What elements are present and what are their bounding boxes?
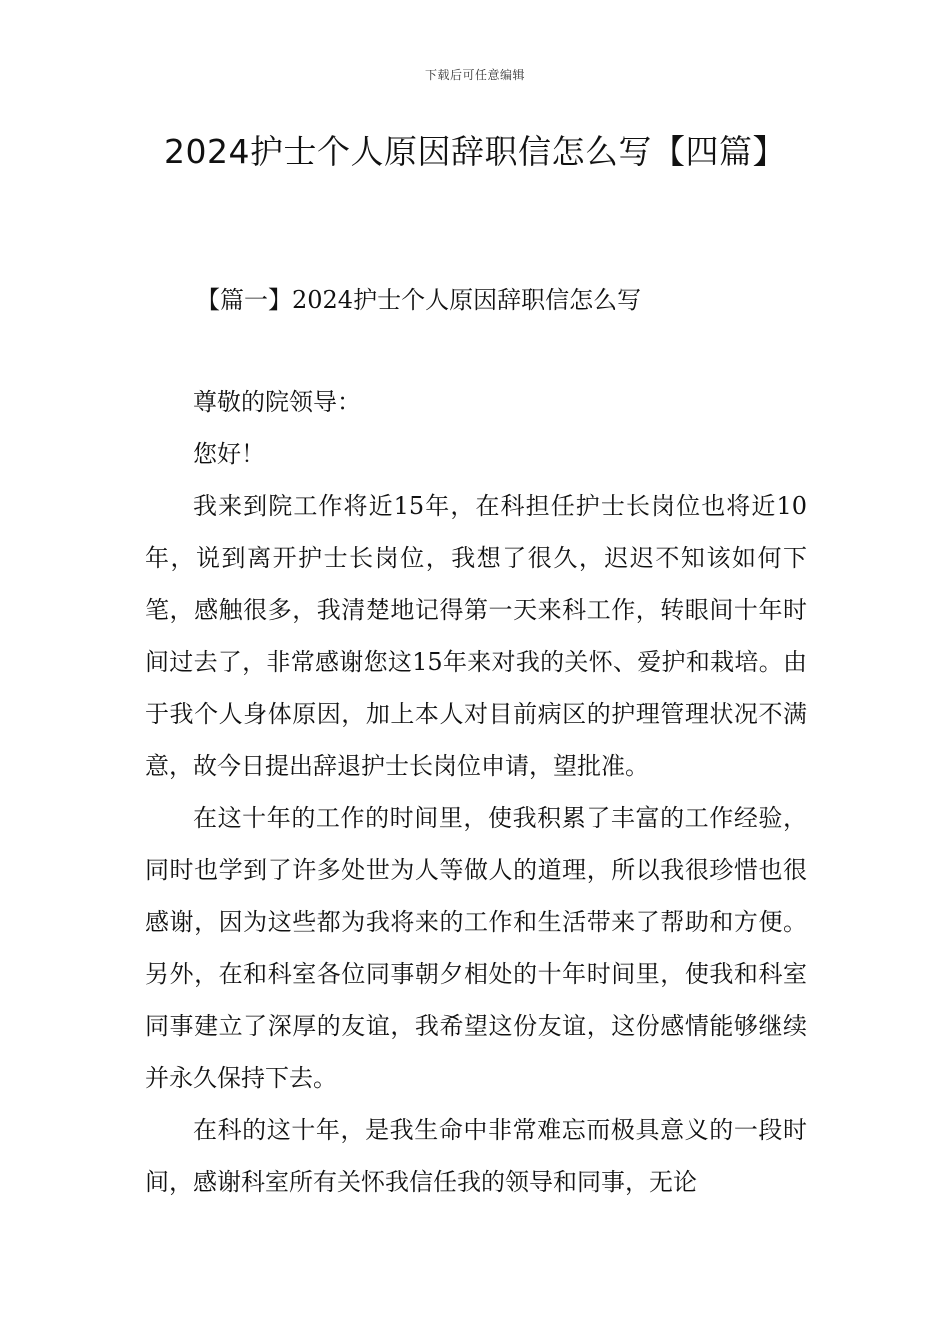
paragraph-1: 我来到院工作将近15年，在科担任护士长岗位也将近10年，说到离开护士长岗位，我想了很久，迟迟不知该如何下笔，感触很多，我清楚地记得第一天来科工作，转眼间十年时间过去了，非常感谢您这15年来对我的关怀、爱护和栽培。由于我个人身体原因，加上本人对目前病区的护理管理状况不满意，故今日提出辞退护士长岗位申请，望批准。 xyxy=(145,492,807,780)
paragraph-3: 在科的这十年，是我生命中非常难忘而极具意义的一段时间，感谢科室所有关怀我信任我的领导和同事，无论 xyxy=(145,1116,807,1196)
salutation: 尊敬的院领导： xyxy=(193,388,361,416)
section-heading: 【篇一】2024护士个人原因辞职信怎么写 xyxy=(196,286,642,314)
paragraph-2: 在这十年的工作的时间里，使我积累了丰富的工作经验，同时也学到了许多处世为人等做人的道理，所以我很珍惜也很感谢，因为这些都为我将来的工作和生活带来了帮助和方便。另外，在和科室各位同事朝夕相处的十年时间里，使我和科室同事建立了深厚的友谊，我希望这份友谊，这份感情能够继续并永久保持下去。 xyxy=(145,804,807,1092)
document-title: 2024护士个人原因辞职信怎么写【四篇】 xyxy=(164,132,786,171)
letter-body xyxy=(145,376,807,1208)
greeting: 您好！ xyxy=(193,440,265,468)
header-note: 下载后可任意编辑 xyxy=(424,68,525,82)
